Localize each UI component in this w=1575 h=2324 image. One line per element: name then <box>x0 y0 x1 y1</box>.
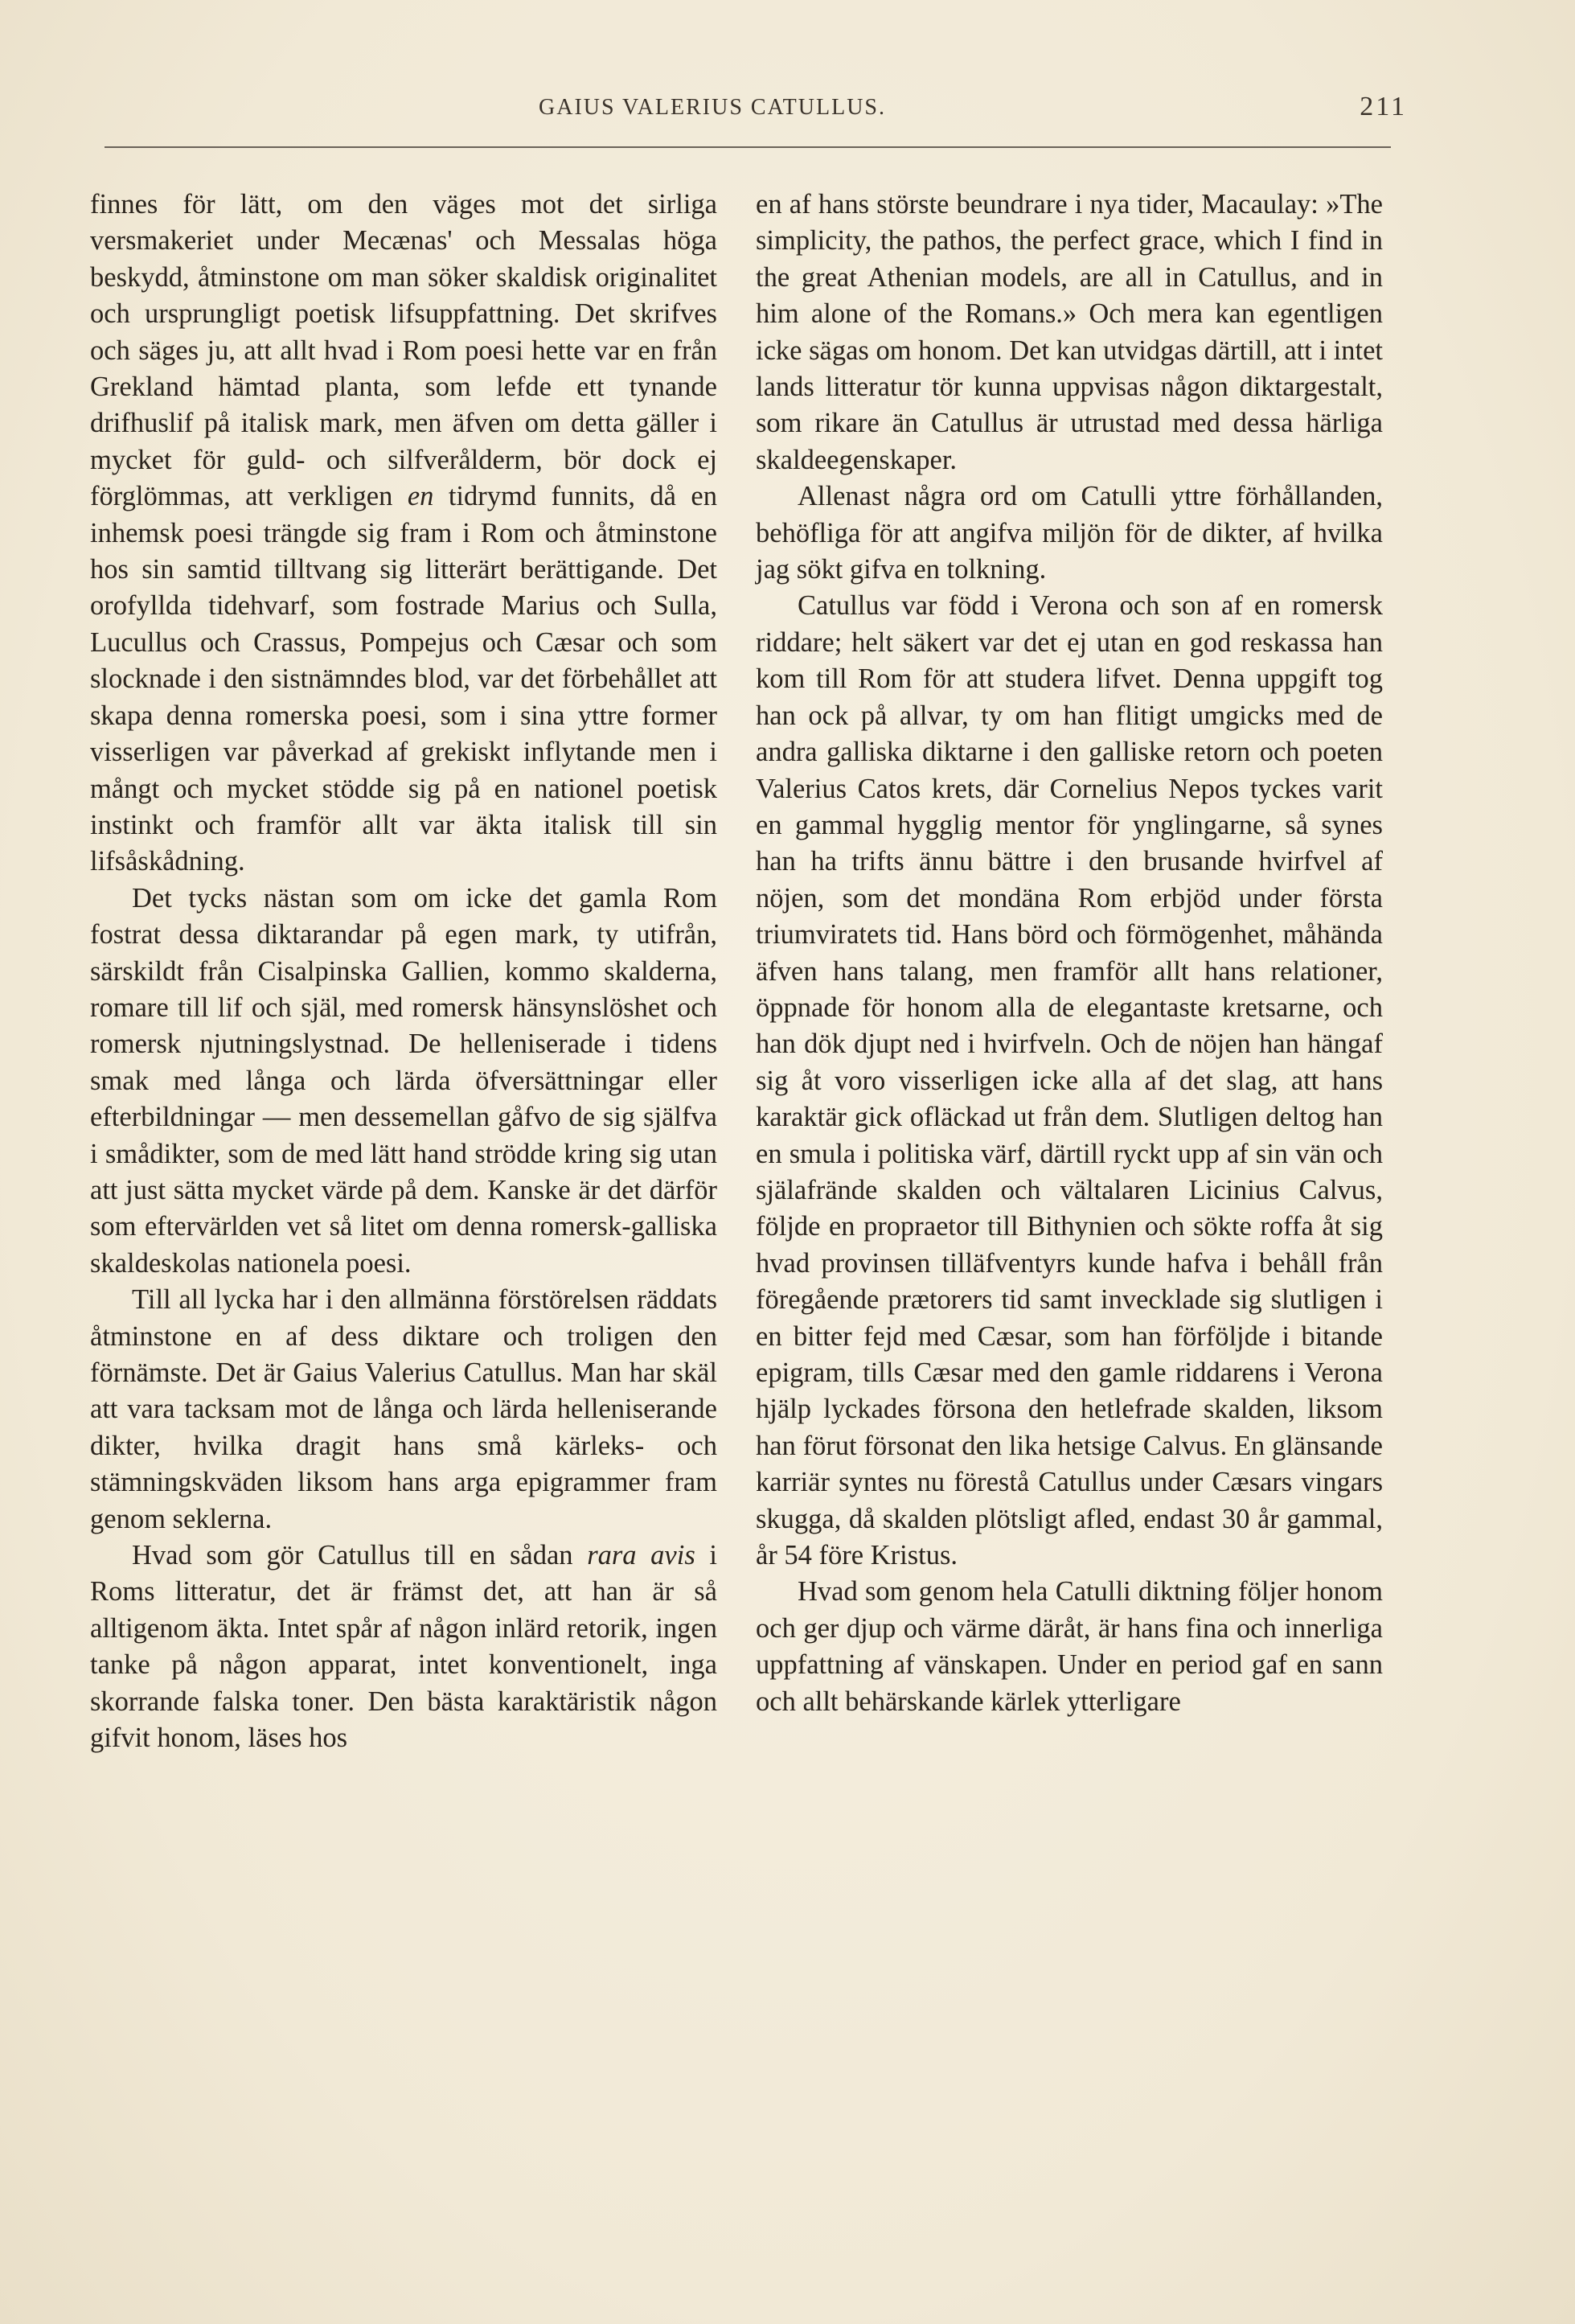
running-head <box>105 92 1407 143</box>
paragraph <box>90 1538 717 1756</box>
right-column <box>756 187 1383 1720</box>
page-number: 211 <box>1360 92 1407 121</box>
left-column <box>90 187 717 1756</box>
text-run: tidrymd funnits, då en inhemsk poesi trängde sig fram i Rom och åtminstone hos sin samtid tilltvang sig litterärt berättigande. Det orofyllda tidehvarf, som fostrade Marius och Sulla, Lucullus och Crassus, Pompejus och Cæsar och som slocknade i den sistnämndes blod, var det förbehållet att skapa denna romerska poesi, som i sina yttre former visserligen var påverkad af grekiskt inflytande men i mångt och mycket stödde sig på en nationel poetisk instinkt och framför allt var äkta italisk till sin lifsåskådning. <box>90 481 717 877</box>
paragraph: Allenast några ord om Catulli yttre förhållanden, behöfliga för att angifva miljön för de dikter, af hvilka jag sökt gifva en tolkning. <box>756 481 1383 585</box>
header-rule <box>105 146 1391 148</box>
italic-phrase: rara avis <box>587 1540 695 1571</box>
running-title: GAIUS VALERIUS CATULLUS. <box>539 95 887 120</box>
paragraph: Det tycks nästan som om icke det gamla Rom fostrat dessa diktarandar på egen mark, ty utifrån, särskildt från Cisalpinska Gallien, kommo skalderna, romare till lif och själ, med romersk hänsynslöshet och romersk njutningslystnad. De helleniserade i tidens smak med långa och lärda öfversättningar eller efterbildningar — men dessemellan gåfvo de sig själfva i smådikter, som de med lätt hand strödde kring sig utan att just sätta mycket värde på dem. Kanske är det därför som eftervärlden vet så litet om denna romersk-galliska skaldeskolas nationela poesi. <box>90 882 717 1279</box>
paragraph: en af hans störste beundrare i nya tider, Macaulay: »The simplicity, the pathos, the perfect grace, which I find in the great Athenian models, are all in Catullus, and in him alone of the Romans.» Och mera kan egentligen icke sägas om honom. Det kan utvidgas därtill, att i intet lands litteratur tör kunna uppvisas någon diktargestalt, som rikare än Catullus är utrustad med dessa härliga skaldeegenskaper. <box>756 189 1383 475</box>
paragraph: Hvad som genom hela Catulli diktning följer honom och ger djup och värme däråt, är hans fina och innerliga uppfattning af vänskapen. Under en period gaf en sann och allt behärskande kärlek ytterligare <box>756 1576 1383 1717</box>
text-run: Hvad som gör Catullus till en sådan <box>132 1540 588 1571</box>
text-run: finnes för lätt, om den väges mot det sirliga versmakeriet under Mecænas' och Messalas höga beskydd, åtminstone om man söker skaldisk originalitet och ursprungligt poetisk lifsuppfattning. Det skrifves och säges ju, att allt hvad i Rom poesi hette var en från Grekland hämtad planta, som lefde ett tynande drifhuslif på italisk mark, men äfven om detta gäller i mycket för guld- och silfverålderm, bör dock ej förglömmas, att verkligen <box>90 189 717 512</box>
paragraph <box>90 187 717 881</box>
text-run: i Roms litteratur, det är främst det, att han är så alltigenom äkta. Intet spår af någon inlärd retorik, ingen tanke på någon apparat, intet konventionelt, inga skorrande falska toner. Den bästa karaktäristik någon gifvit honom, läses hos <box>90 1540 717 1754</box>
paragraph: Till all lycka har i den allmänna förstörelsen räddats åtminstone en af dess diktare och troligen den förnämste. Det är Gaius Valerius Catullus. Man har skäl att vara tacksam mot de långa och lärda helleniserande dikter, hvilka dragit hans små kärleks- och stämningskväden liksom hans arga epigrammer fram genom seklerna. <box>90 1284 717 1534</box>
italic-word: en <box>407 481 434 512</box>
paragraph: Catullus var född i Verona och son af en romersk riddare; helt säkert var det ej utan en god reskassa han kom till Rom för att studera lifvet. Denna uppgift tog han ock på allvar, ty om han flitigt umgicks med de andra galliska diktarne i den galliske retorn och poeten Valerius Catos krets, där Cornelius Nepos tyckes varit en gammal hygglig mentor för ynglingarne, så synes han ha trifts ännu bättre i den brusande hvirfvel af nöjen, som det mondäna Rom erbjöd under första triumviratets tid. Hans börd och förmögenhet, måhända äfven hans talang, men framför allt hans relationer, öppnade för honom alla de elegantaste kretsarne, och han dök djupt ned i hvirfveln. Och de nöjen han hängaf sig åt voro visserligen icke alla af det slag, att hans karaktär gick ofläckad ut från dem. Slutligen deltog han en smula i politiska värf, därtill ryckt upp af sin vän och själafrände skalden och vältalaren Licinius Calvus, följde en propraetor till Bithynien och sökte roffa åt sig hvad provinsen tilläfventyrs kunde hafva i behåll från föregående prætorers tid samt invecklade sig slutligen i en bitter fejd med Cæsar, som han förföljde i bitande epigram, tills Cæsar med den gamle riddarens i Verona hjälp lyckades försona den hetlefrade skalden, liksom han förut försonat den lika hetsige Calvus. En glänsande karriär syntes nu förestå Catullus under Cæsars vingars skugga, då skalden plötsligt afled, endast 30 år gammal, år 54 före Kristus. <box>756 590 1383 1571</box>
